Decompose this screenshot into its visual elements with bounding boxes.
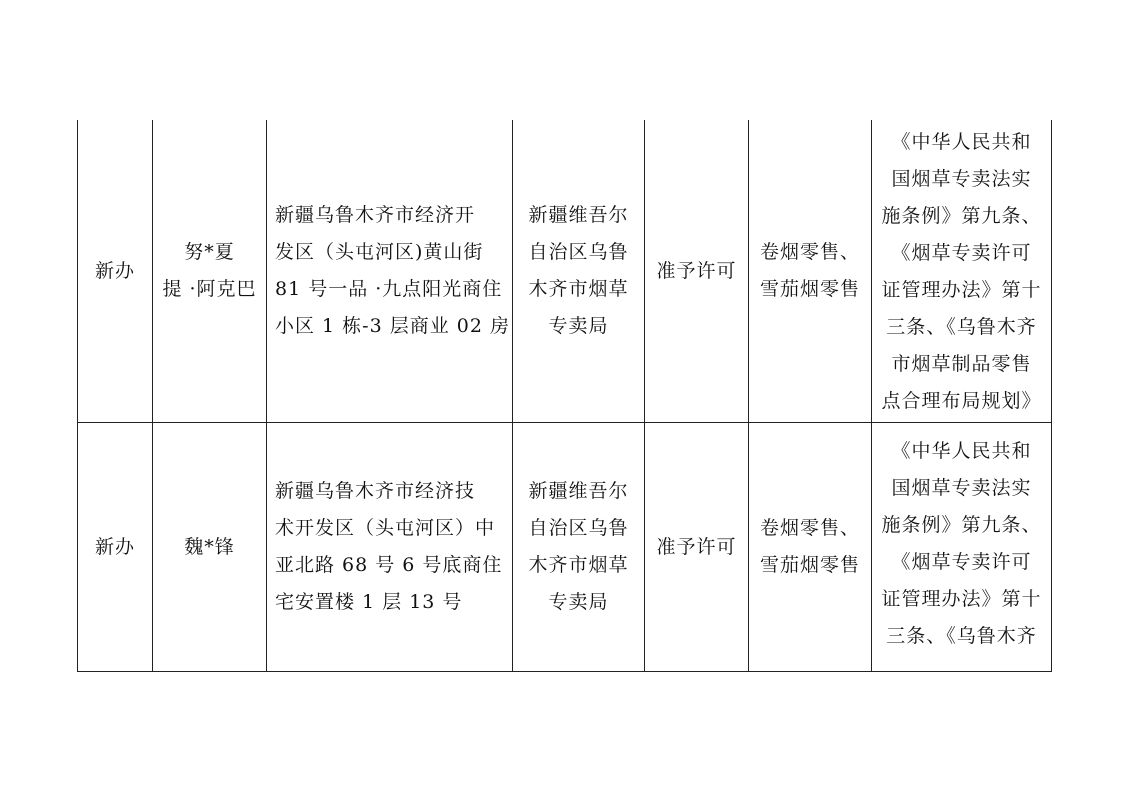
cell-legal-basis: 《中华人民共和 国烟草专卖法实 施条例》第九条、 《烟草专卖许可 证管理办法》第十 三条、《乌鲁木齐 市烟草制品零售 点合理布局规划》: [872, 120, 1052, 423]
cell-address: 新疆乌鲁木齐市经济技 术开发区（头屯河区）中 亚北路 68 号 6 号底商住 宅安置楼 1 层 13 号: [267, 423, 513, 672]
cell-name: 努*夏 提 ·阿克巴: [153, 120, 267, 423]
cell-type: 新办: [78, 423, 153, 672]
cell-scope: 卷烟零售、 雪茄烟零售: [749, 120, 872, 423]
cell-type: 新办: [78, 120, 153, 423]
cell-scope: 卷烟零售、 雪茄烟零售: [749, 423, 872, 672]
table-row: [78, 120, 1052, 423]
cell-decision: 准予许可: [645, 120, 749, 423]
cell-address: 新疆乌鲁木齐市经济开 发区（头屯河区)黄山街 81 号一品 ·九点阳光商住 小区 1 栋-3 层商业 02 房: [267, 120, 513, 423]
cell-authority: 新疆维吾尔 自治区乌鲁 木齐市烟草 专卖局: [513, 423, 645, 672]
permit-table: [77, 120, 1052, 672]
cell-decision: 准予许可: [645, 423, 749, 672]
cell-legal-basis: 《中华人民共和 国烟草专卖法实 施条例》第九条、 《烟草专卖许可 证管理办法》第十 三条、《乌鲁木齐: [872, 423, 1052, 672]
cell-name: 魏*锋: [153, 423, 267, 672]
table-row: [78, 423, 1052, 672]
cell-authority: 新疆维吾尔 自治区乌鲁 木齐市烟草 专卖局: [513, 120, 645, 423]
